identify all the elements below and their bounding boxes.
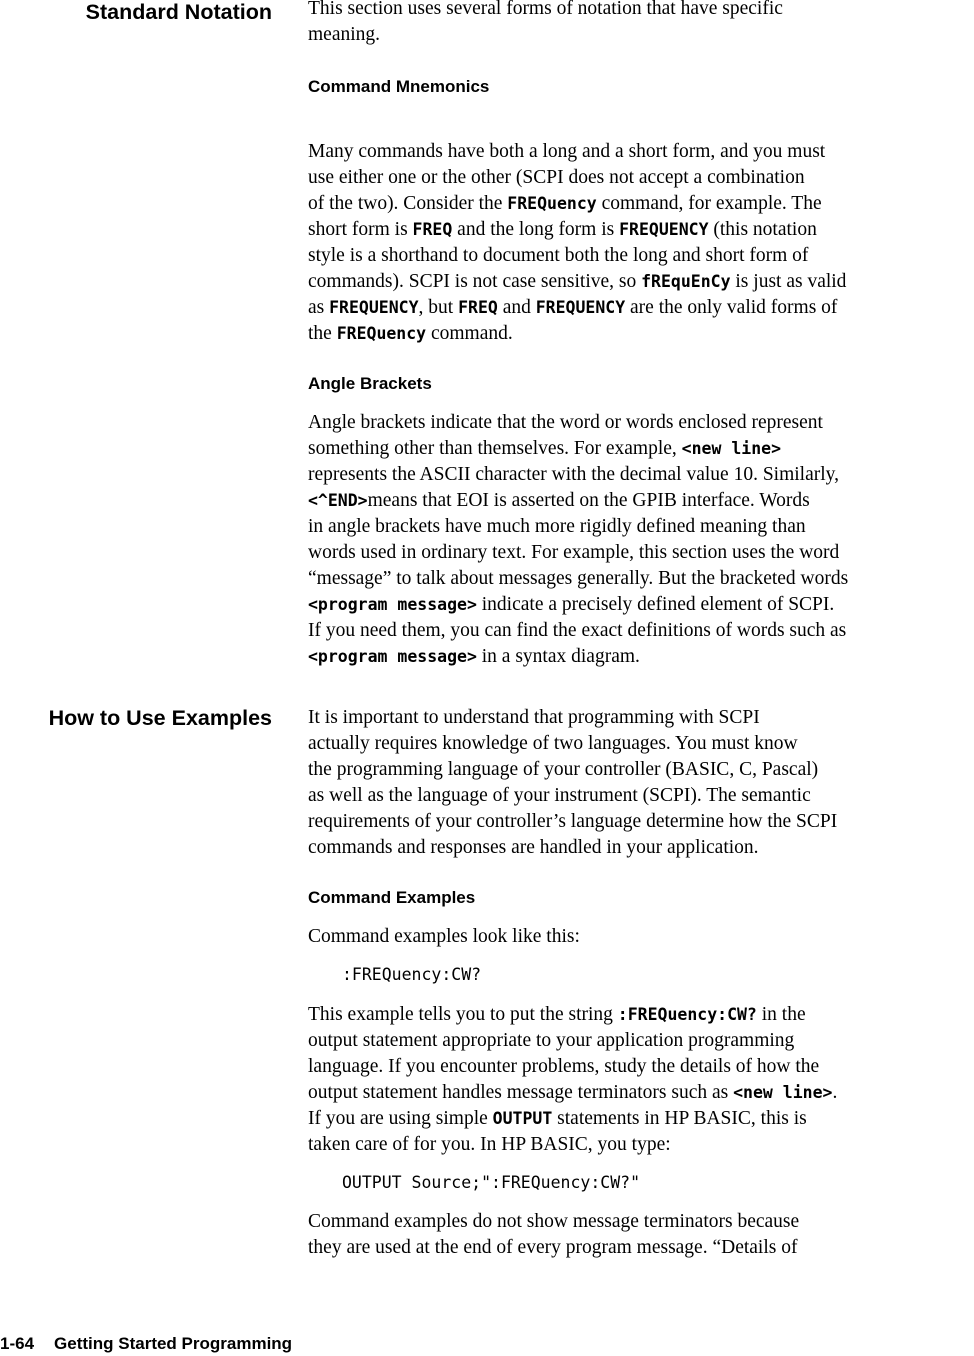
text-segment: statements in HP BASIC, this is <box>552 1108 807 1129</box>
inline-code: :FREQuency:CW? <box>617 1005 757 1024</box>
inline-code: FREQUENCY <box>535 298 626 317</box>
page-footer <box>0 1334 292 1354</box>
text-segment: This example tells you to put the string <box>308 1004 618 1025</box>
text-line <box>308 1028 974 1054</box>
text-line: requirements of your controller’s language determine how the SCPI <box>308 811 838 832</box>
text-line <box>308 269 974 295</box>
subheading-angle-brackets: Angle Brackets <box>308 374 432 393</box>
text-segment: words used in ordinary text. For example, this section uses the word <box>308 542 840 563</box>
text-line <box>308 644 974 670</box>
inline-code: FREQ <box>412 220 453 239</box>
text-line <box>308 1002 974 1028</box>
text-segment: Angle brackets indicate that the word or words enclosed represent <box>308 412 823 433</box>
text-segment: Many commands have both a long and a short form, and you must <box>308 141 826 162</box>
text-line <box>308 165 974 191</box>
text-segment: as <box>308 297 330 318</box>
text-segment: in the <box>756 1004 806 1025</box>
inline-code: FREQuency <box>336 324 427 343</box>
footer-title: Getting Started Programming <box>54 1334 293 1353</box>
text-line <box>308 321 974 347</box>
text-segment: something other than themselves. For example, <box>308 438 682 459</box>
how-to-use-examples-intro <box>308 705 974 861</box>
text-segment: in a syntax diagram. <box>476 646 640 667</box>
inline-code: fREquEnCy <box>641 272 731 291</box>
text-segment: command. <box>426 323 513 344</box>
text-segment: If you need them, you can find the exact definitions of words such as <box>308 620 847 641</box>
text-line <box>308 1132 974 1158</box>
page-number: 1-64 <box>0 1334 35 1353</box>
command-mnemonics-body <box>308 139 974 347</box>
text-line: the programming language of your controller (BASIC, C, Pascal) <box>308 759 819 780</box>
text-line <box>308 1106 974 1132</box>
text-segment: “message” to talk about messages generally. But the bracketed words <box>308 568 849 589</box>
text-segment: and <box>497 297 536 318</box>
text-segment: and the long form is <box>452 219 620 240</box>
text-segment: . <box>832 1082 838 1103</box>
text-segment: style is a shorthand to document both the long and short form of <box>308 245 809 266</box>
inline-code: OUTPUT <box>492 1109 553 1128</box>
section-heading-how-to-use-examples: How to Use Examples <box>48 706 272 730</box>
inline-code: <^END> <box>308 491 368 510</box>
text-segment: (this notation <box>708 219 817 240</box>
text-line: Command examples do not show message terminators because <box>308 1211 800 1232</box>
inline-code: FREQ <box>458 298 498 317</box>
inline-code: FREQUENCY <box>329 298 419 317</box>
text-line <box>308 488 974 514</box>
subheading-command-mnemonics: Command Mnemonics <box>308 77 490 96</box>
subheading-command-examples: Command Examples <box>308 888 476 907</box>
text-line: as well as the language of your instrument (SCPI). The semantic <box>308 785 811 806</box>
text-line <box>308 243 974 269</box>
text-segment: are the only valid forms of <box>625 297 838 318</box>
text-line <box>308 217 974 243</box>
text-segment: indicate a precisely defined element of SCPI. <box>476 594 835 615</box>
text-line: This section uses several forms of notation that have specific <box>308 0 783 19</box>
inline-code: FREQuency <box>507 194 597 213</box>
text-line <box>308 514 974 540</box>
text-line <box>308 540 974 566</box>
text-line: Command examples look like this: <box>308 926 580 947</box>
command-examples-lead <box>308 924 974 950</box>
text-line: actually requires knowledge of two languages. You must know <box>308 733 798 754</box>
text-segment: taken care of for you. In HP BASIC, you type: <box>308 1134 671 1155</box>
code-example-output-statement: OUTPUT Source;":FREQuency:CW?" <box>342 1173 641 1192</box>
text-line: commands and responses are handled in your application. <box>308 837 759 858</box>
text-line <box>308 410 974 436</box>
text-line <box>308 139 974 165</box>
angle-brackets-body <box>308 410 974 670</box>
inline-code: FREQUENCY <box>619 220 709 239</box>
text-segment: of the two). Consider the <box>308 193 508 214</box>
text-line: they are used at the end of every program message. “Details of <box>308 1237 798 1258</box>
section-heading-standard-notation: Standard Notation <box>85 0 272 24</box>
inline-code: <program message> <box>308 647 477 666</box>
text-segment: output statement handles message terminators such as <box>308 1082 734 1103</box>
text-segment: output statement appropriate to your application programming <box>308 1030 795 1051</box>
text-segment: , but <box>418 297 459 318</box>
text-segment: use either one or the other (SCPI does not accept a combination <box>308 167 805 188</box>
text-segment: If you are using simple <box>308 1108 493 1129</box>
text-line: meaning. <box>308 24 381 45</box>
text-line <box>308 592 974 618</box>
inline-code: <program message> <box>308 595 477 614</box>
inline-code: <new line> <box>733 1083 833 1102</box>
text-segment: commands). SCPI is not case sensitive, so <box>308 271 642 292</box>
text-line: It is important to understand that programming with SCPI <box>308 707 760 728</box>
text-segment: command, for example. The <box>596 193 822 214</box>
text-segment: the <box>308 323 337 344</box>
text-line <box>308 295 974 321</box>
code-example-frequency-cw: :FREQuency:CW? <box>342 965 482 984</box>
text-line <box>308 462 974 488</box>
text-line <box>308 191 974 217</box>
command-examples-body <box>308 1002 974 1158</box>
text-segment: represents the ASCII character with the decimal value 10. Similarly, <box>308 464 840 485</box>
text-line <box>308 566 974 592</box>
text-segment: in angle brackets have much more rigidly defined meaning than <box>308 516 806 537</box>
text-line <box>308 618 974 644</box>
text-line <box>308 1080 974 1106</box>
text-line <box>308 436 974 462</box>
standard-notation-intro <box>308 0 974 48</box>
inline-code: <new line> <box>681 439 782 458</box>
command-examples-closing <box>308 1209 974 1261</box>
text-line <box>308 1054 974 1080</box>
text-segment: language. If you encounter problems, study the details of how the <box>308 1056 820 1077</box>
text-segment: short form is <box>308 219 413 240</box>
text-segment: means that EOI is asserted on the GPIB interface. Words <box>367 490 810 511</box>
text-segment: is just as valid <box>730 271 847 292</box>
